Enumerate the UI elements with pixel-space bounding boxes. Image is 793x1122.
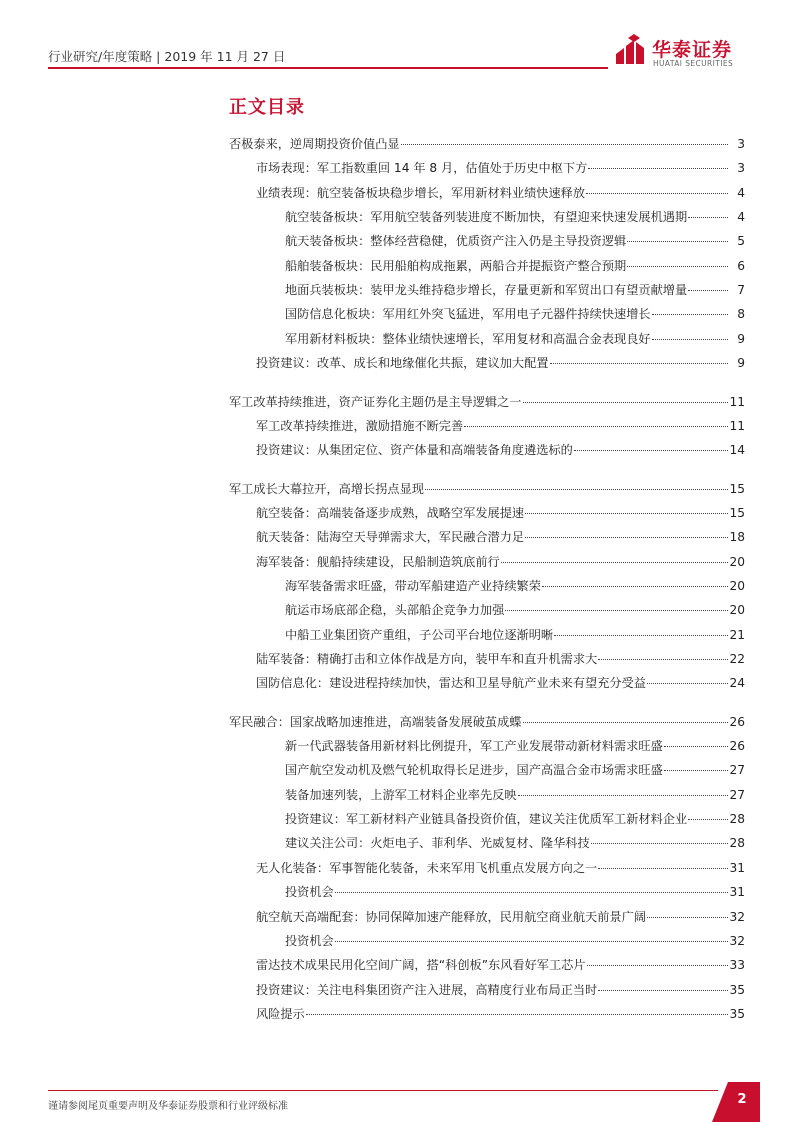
toc-entry-page: 32 [729,933,745,948]
toc-entry-level-2[interactable] [256,529,745,545]
toc-entry-level-3[interactable] [285,811,745,827]
toc-entry-page: 35 [729,982,745,997]
toc-entry-page: 4 [737,185,745,200]
toc-entry-page: 26 [729,714,745,729]
toc-entry-page: 11 [729,418,745,433]
toc-leader-dots [518,795,728,796]
toc-entry-title: 航空航天高端配套：协同保障加速产能释放，民用航空商业航天前景广阔 [256,909,646,924]
toc-entry-title: 海军装备：舰船持续建设，民船制造筑底前行 [256,554,500,569]
toc-leader-dots [335,941,728,942]
toc-entry-level-2[interactable] [256,860,745,876]
toc-leader-dots [574,450,728,451]
toc-entry-page: 33 [729,958,745,973]
toc-entry-page: 20 [729,603,745,618]
toc-entry-title: 航天装备板块：整体经营稳健，优质资产注入仍是主导投资逻辑 [285,234,627,249]
toc-entry-level-2[interactable] [256,355,745,371]
toc-entry-title: 投资建议：改革、成长和地缘催化共振，建议加大配置 [256,356,549,371]
toc-entry-title: 投资建议：从集团定位、资产体量和高端装备角度遴选标的 [256,443,573,458]
toc-entry-title: 航空装备：高端装备逐步成熟，战略空军发展提速 [256,505,525,520]
toc-entry-title: 海军装备需求旺盛，带动军船建造产业持续繁荣 [285,578,541,593]
toc-entry-level-2[interactable] [256,160,745,176]
huatai-logo [614,34,754,70]
toc-entry-title: 军工改革持续推进，激励措施不断完善 [256,418,464,433]
toc-leader-dots [664,746,728,747]
toc-entry-title: 军工成长大幕拉开，高增长拐点显现 [229,481,424,496]
toc-entry-page: 3 [737,137,745,151]
toc-entry-page: 28 [729,812,745,827]
toc-entry-level-2[interactable] [256,909,745,925]
toc-entry-level-3[interactable] [285,787,745,803]
toc-entry-level-2[interactable] [256,505,745,521]
toc-entry-level-3[interactable] [285,835,745,851]
toc-entry-title: 业绩表现：航空装备板块稳步增长，军用新材料业绩快速释放 [256,185,586,200]
toc-entry-level-2[interactable] [256,675,745,691]
toc-entry-title: 军用新材料板块：整体业绩快速增长，军用复材和高温合金表现良好 [285,331,651,346]
toc-entry-page: 31 [729,885,745,900]
toc-leader-dots [652,314,728,315]
toc-entry-level-1[interactable] [229,714,745,730]
toc-leader-dots [598,659,728,660]
toc-entry-level-3[interactable] [285,884,745,900]
toc-leader-dots [591,843,728,844]
toc-entry-level-3[interactable] [285,627,745,643]
toc-entry-title: 国防信息化板块：军用红外突飞猛进，军用电子元器件持续快速增长 [285,307,651,322]
toc-entry-page: 35 [729,1006,745,1021]
toc-title: 正文目录 [229,97,305,118]
toc-entry-level-3[interactable] [285,331,745,347]
toc-entry-page: 8 [737,307,745,322]
toc-entry-level-3[interactable] [285,602,745,618]
toc-entry-title: 投资建议：军工新材料产业链具备投资价值，建议关注优质军工新材料企业 [285,812,688,827]
toc-entry-page: 20 [729,554,745,569]
toc-entry-level-3[interactable] [285,306,745,322]
toc-entry-level-1[interactable] [229,136,745,152]
toc-entry-page: 32 [729,909,745,924]
toc-entry-title: 军民融合：国家战略加速推进，高端装备发展破茧成蝶 [229,714,522,729]
toc-leader-dots [688,217,728,218]
toc-entry-level-2[interactable] [256,982,745,998]
toc-entry-page: 24 [729,676,745,691]
page-number: 2 [737,1092,747,1107]
toc-entry-page: 27 [729,763,745,778]
toc-leader-dots [401,144,728,145]
toc-leader-dots [335,892,728,893]
toc-entry-title: 新一代武器装备用新材料比例提升，军工产业发展带动新材料需求旺盛 [285,739,663,754]
toc-entry-level-3[interactable] [285,933,745,949]
toc-leader-dots [523,402,729,403]
toc-leader-dots [550,363,729,364]
toc-entry-level-3[interactable] [285,233,745,249]
toc-entry-title: 投资机会 [285,885,334,900]
toc-entry-level-2[interactable] [256,651,745,667]
toc-entry-title: 地面兵装板块：装甲龙头维持稳步增长，存量更新和军贸出口有望贡献增量 [285,283,688,298]
toc-entry-title: 雷达技术成果民用化空间广阔，搭“科创板”东风看好军工芯片 [256,958,586,973]
toc-entry-title: 市场表现：军工指数重回 14 年 8 月，估值处于历史中枢下方 [256,161,588,176]
toc-entry-title: 陆军装备：精确打击和立体作战是方向，装甲车和直升机需求大 [256,652,598,666]
toc-entry-level-3[interactable] [285,209,745,225]
toc-leader-dots [588,168,728,169]
toc-entry-page: 3 [737,161,745,176]
toc-entry-level-3[interactable] [285,282,745,298]
toc-leader-dots [554,635,728,636]
toc-entry-level-1[interactable] [229,481,745,497]
toc-entry-level-2[interactable] [256,185,745,201]
toc-entry-page: 5 [737,234,745,249]
toc-entry-title: 航天装备：陆海空天导弹需求大，军民融合潜力足 [256,530,525,545]
toc-leader-dots [525,513,728,514]
toc-entry-title: 国产航空发动机及燃气轮机取得长足进步，国产高温合金市场需求旺盛 [285,763,663,778]
toc-leader-dots [627,266,728,267]
toc-leader-dots [501,562,728,563]
toc-entry-title: 风险提示 [256,1006,305,1021]
logo-english-name: HUATAI SECURITIES [653,59,734,68]
toc-entry-page: 18 [729,530,745,545]
toc-entry-title: 投资机会 [285,933,334,948]
header-divider [48,67,608,69]
toc-entry-page: 6 [737,258,745,273]
toc-entry-page: 21 [729,627,745,642]
toc-leader-dots [598,990,728,991]
toc-entry-page: 31 [729,860,745,875]
toc-leader-dots [647,917,728,918]
toc-entry-level-3[interactable] [285,738,745,754]
toc-entry-level-3[interactable] [285,762,745,778]
toc-entry-page: 20 [729,578,745,593]
toc-leader-dots [586,193,728,194]
toc-entry-title: 军工改革持续推进，资产证券化主题仍是主导逻辑之一 [229,394,522,409]
toc-leader-dots [505,610,728,611]
toc-entry-page: 15 [729,505,745,520]
toc-entry-page: 9 [737,356,745,371]
toc-entry-level-2[interactable] [256,554,745,570]
toc-entry-title: 航空装备板块：军用航空装备列装进度不断加快，有望迎来快速发展机遇期 [285,210,688,225]
toc-leader-dots [664,770,728,771]
toc-leader-dots [523,722,729,723]
toc-entry-page: 28 [729,836,745,851]
toc-entry-level-3[interactable] [285,258,745,274]
toc-leader-dots [688,290,728,291]
toc-leader-dots [627,241,728,242]
toc-entry-page: 14 [729,443,745,458]
footer-disclaimer: 谨请参阅尾页重要声明及华泰证券股票和行业评级标准 [48,1101,288,1112]
toc-leader-dots [598,868,728,869]
toc-entry-title: 建议关注公司：火炬电子、菲利华、光威复材、隆华科技 [285,836,590,851]
toc-entry-page: 9 [737,331,745,346]
toc-leader-dots [542,586,728,587]
toc-entry-page: 11 [729,394,745,409]
toc-leader-dots [688,819,728,820]
toc-entry-page: 15 [729,481,745,496]
toc-entry-title: 否极泰来，逆周期投资价值凸显 [229,137,400,151]
toc-entry-title: 国防信息化：建设进程持续加快，雷达和卫星导航产业未来有望充分受益 [256,676,646,691]
toc-leader-dots [525,537,728,538]
toc-entry-title: 无人化装备：军事智能化装备，未来军用飞机重点发展方向之一 [256,860,598,875]
toc-entry-level-3[interactable] [285,578,745,594]
toc-entry-level-1[interactable] [229,394,745,410]
footer-divider [48,1090,718,1091]
toc-entry-title: 航运市场底部企稳，头部船企竞争力加强 [285,603,505,618]
huatai-logo-icon [614,34,648,68]
toc-leader-dots [587,965,728,966]
toc-leader-dots [652,339,728,340]
toc-leader-dots [425,489,728,490]
toc-entry-title: 船舶装备板块：民用船舶构成拖累，两船合并提振资产整合预期 [285,258,627,273]
toc-entry-page: 22 [729,652,745,666]
header-breadcrumb: 行业研究/年度策略 | 2019 年 11 月 27 日 [48,49,286,64]
toc-entry-page: 4 [737,210,745,225]
toc-leader-dots [306,1014,728,1015]
toc-entry-page: 26 [729,739,745,754]
toc-leader-dots [464,426,728,427]
toc-leader-dots [647,683,728,684]
logo-chinese-name: 华泰证券 [652,39,733,61]
toc-entry-title: 投资建议：关注电科集团资产注入进展，高精度行业布局正当时 [256,982,598,997]
toc-entry-title: 装备加速列装，上游军工材料企业率先反映 [285,787,517,802]
toc-entry-level-2[interactable] [256,957,745,973]
toc-entry-level-2[interactable] [256,1006,745,1022]
toc-entry-page: 27 [729,787,745,802]
toc-entry-title: 中船工业集团资产重组，子公司平台地位逐渐明晰 [285,627,554,642]
toc-entry-level-2[interactable] [256,442,745,458]
toc-entry-level-2[interactable] [256,418,745,434]
toc-entry-page: 7 [737,283,745,298]
